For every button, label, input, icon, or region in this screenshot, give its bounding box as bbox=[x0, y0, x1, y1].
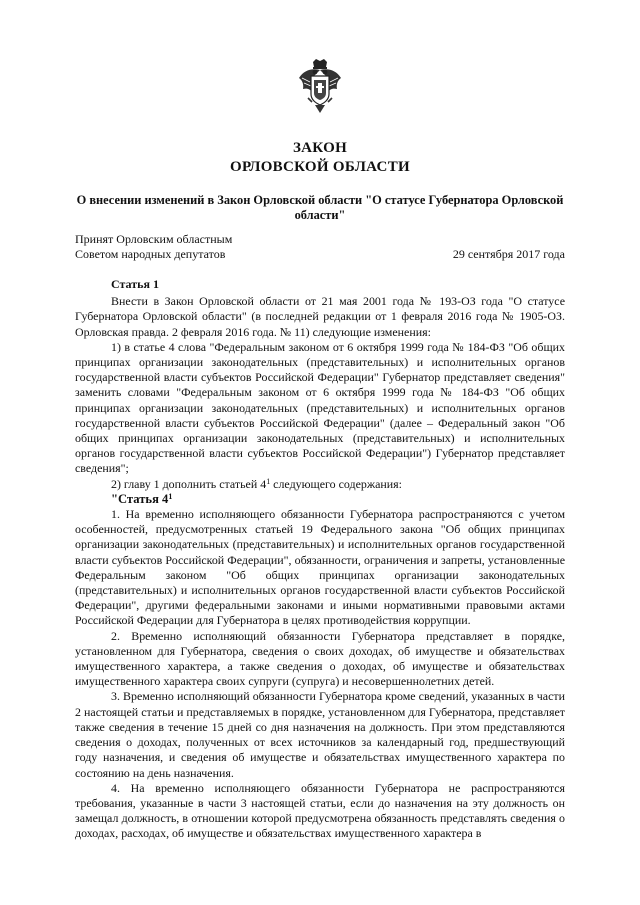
new-article-heading bbox=[75, 492, 565, 507]
document-body bbox=[75, 277, 565, 842]
new-article-part-4: 4. На временно исполняющего обязанности Губернатора не распространяются требования, указанные в части 3 настоящей статьи, если до назначения на эту должность он замещал должность, в отношении которой предусмотрена обязанность представлять сведения о доходах, расходах, об имуществе и обязательствах имущественного характера в bbox=[75, 780, 565, 841]
adoption-block bbox=[75, 232, 565, 264]
new-article-part-3: 3. Временно исполняющий обязанности Губернатора кроме сведений, указанных в части 2 настоящей статьи и представляемых в порядке, установленном для Губернатора, представляет также сведения в течение 15 дней со дня назначения на должность. При этом представляются сведения о доходах, полученных от всех источников за календарный год, предшествующий году назначения, и сведения об имуществе и обязательствах имущественного характера по состоянию на день назначения. bbox=[75, 689, 565, 780]
issuer-title: ОРЛОВСКОЙ ОБЛАСТИ bbox=[230, 159, 410, 175]
coat-of-arms-icon bbox=[298, 58, 342, 114]
adoption-date: 29 сентября 2017 года bbox=[452, 247, 565, 261]
item-2-superscript: 1 bbox=[266, 476, 271, 486]
article-1-intro: Внести в Закон Орловской области от 21 мая 2001 года № 193-ОЗ года "О статусе Губернатора Орловской области" (в последней редакции от 1 февраля 2016 года № 1905-ОЗ. Орловская правда. 2 февраля 2016 года. № 11) следующие изменения: bbox=[75, 294, 565, 339]
article-1-item-2 bbox=[75, 477, 565, 492]
law-subject-title: О внесении изменений в Закон Орловской области "О статусе Губернатора Орловской области" bbox=[76, 193, 564, 222]
adopted-by-line2: Советом народных депутатов bbox=[75, 247, 226, 261]
adopted-by-line1: Принят Орловским областным bbox=[75, 232, 233, 246]
article-1-item-1: 1) в статье 4 слова "Федеральным законом от 6 октября 1999 года № 184-ФЗ "Об общих принципах организации законодательных (представительных) и исполнительных органов государственной власти субъектов Российской Федерации" Губернатор представляет сведения" заменить словами "Федеральным законом от 6 октября 1999 года № 184-ФЗ "Об общих принципах организации законодательных (представительных) и исполнительных органов государственной власти субъектов Российской Федерации" (далее – Федеральный закон "Об общих принципах организации законодательных (представительных) и исполнительных органов государственной власти субъектов Российской Федерации") Губернатор представляет сведения"; bbox=[75, 339, 565, 476]
new-article-heading-text: "Статья 4 bbox=[111, 491, 169, 506]
new-article-part-1: 1. На временно исполняющего обязанности Губернатора распространяются с учетом особенностей, предусмотренных статьей 19 Федерального закона "Об общих принципах организации законодательных (представительных) и исполнительных органов государственной власти субъектов Российской Федерации", обязанности, ограничения и запреты, установленные Федеральным законом "Об общих принципах организации законодательных (представительных) и исполнительных органов государственной власти субъектов Российской Федерации", другими федеральными законами и иными нормативными правовыми актами Российской Федерации для Губернатора в целях противодействия коррупции. bbox=[75, 507, 565, 628]
new-article-heading-superscript: 1 bbox=[168, 491, 173, 501]
item-2-text-end: следующего содержания: bbox=[270, 476, 402, 491]
item-2-text: 2) главу 1 дополнить статьей 4 bbox=[111, 476, 267, 491]
new-article-part-2: 2. Временно исполняющий обязанности Губернатора представляет в порядке, установленном для Губернатора, сведения о своих доходах, об имуществе и обязательствах имущественного характера, а также сведения о доходах, об имуществе и обязательствах имущественного характера своих супруги (супруга) и несовершеннолетних детей. bbox=[75, 628, 565, 689]
article-1-heading: Статья 1 bbox=[111, 277, 159, 291]
document-type-title: ЗАКОН bbox=[292, 140, 348, 156]
